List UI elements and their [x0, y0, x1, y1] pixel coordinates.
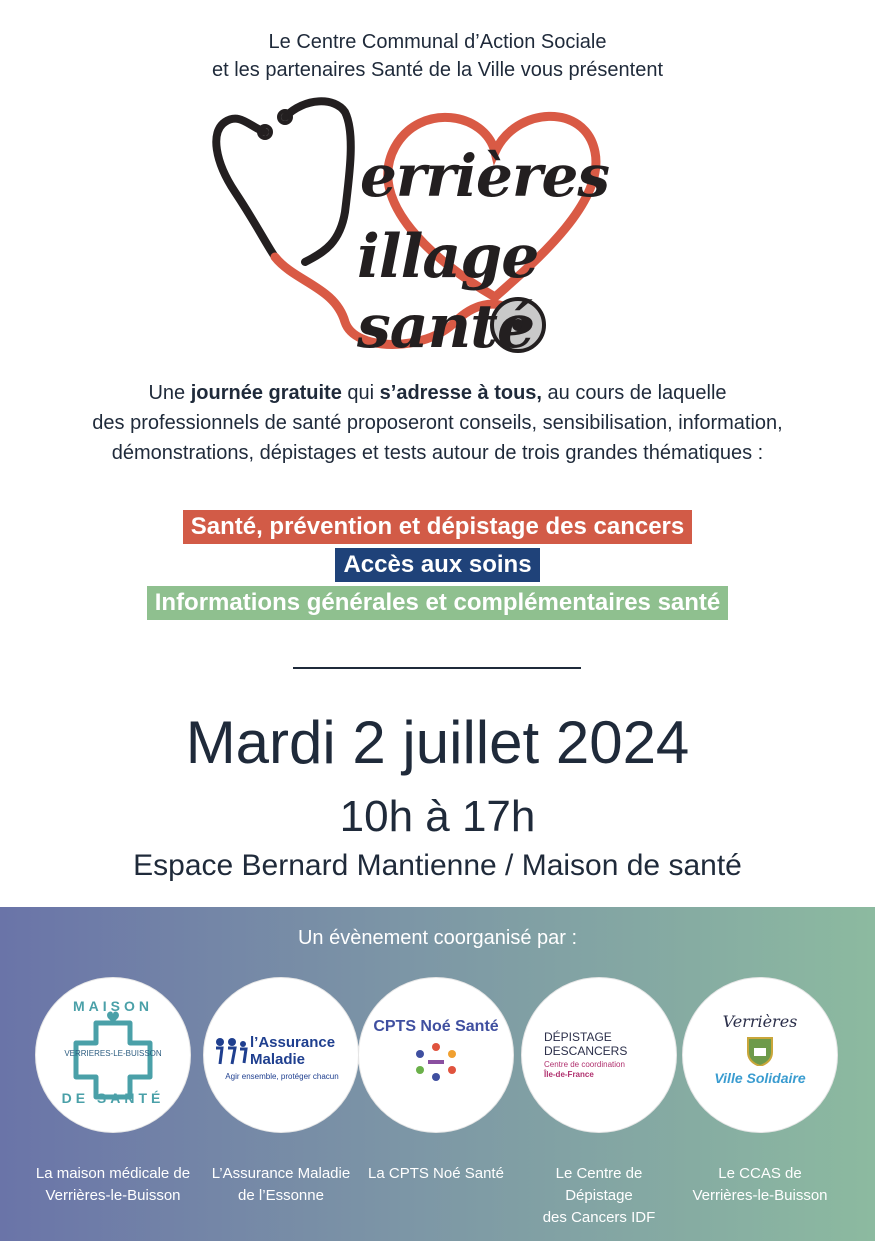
theme-general-information: Informations générales et complémentaires santé	[147, 586, 729, 620]
desc-bold-free: journée gratuite	[190, 382, 342, 404]
maison-logo-top: MAISON	[73, 998, 153, 1014]
assurance-logo-line-2: Maladie	[250, 1051, 306, 1068]
partner-maison-de-sante	[35, 977, 191, 1207]
event-place: Espace Bernard Mantienne / Maison de santé	[133, 849, 742, 882]
description-line-2: des professionnels de santé proposeront conseils, sensibilisation, information,	[92, 412, 783, 434]
partner-cpts-noe-sante	[358, 977, 514, 1185]
partner-caption	[35, 1163, 191, 1207]
theme-cancer-prevention: Santé, prévention et dépistage des cancers	[183, 510, 693, 544]
depistage-logo-line-3: Centre de coordination	[544, 1060, 625, 1069]
desc-text: Une	[148, 382, 191, 404]
partner-ccas-verrieres	[682, 977, 838, 1207]
people-circle-icon	[406, 1042, 466, 1082]
intro-line-2: et les partenaires Santé de la Ville vous présentent	[211, 59, 664, 81]
cpts-noe-sante-logo	[358, 977, 514, 1133]
partners-title: Un évènement coorganisé par :	[297, 927, 578, 949]
logo-word-verrieres: errières	[360, 142, 610, 210]
ville-logo-bottom: Ville Solidaire	[714, 1070, 806, 1086]
caption-line-1: L’Assurance Maladie	[211, 1165, 351, 1182]
coat-of-arms-icon	[746, 1036, 774, 1066]
caption-line-1: La CPTS Noé Santé	[368, 1165, 504, 1182]
depistage-logo-line-1: DÉPISTAGE	[544, 1030, 612, 1044]
cpts-logo-text: CPTS Noé Santé	[373, 1018, 499, 1035]
desc-text: qui	[341, 382, 380, 404]
partner-caption	[358, 1163, 514, 1185]
ville-solidaire-logo	[682, 977, 838, 1133]
caption-line-1: La maison médicale de	[35, 1165, 191, 1182]
depistage-logo-line-2: DESCANCERS	[544, 1044, 628, 1058]
caption-line-2: des Cancers IDF	[542, 1209, 656, 1226]
partner-assurance-maladie	[203, 977, 359, 1207]
event-date: Mardi 2 juillet 2024	[185, 709, 690, 776]
caption-line-1: Le CCAS de	[718, 1165, 802, 1182]
caption-line-2: de l’Essonne	[238, 1187, 324, 1204]
partner-depistage-cancers	[521, 977, 677, 1229]
maison-logo-bottom: DE SANTÉ	[61, 1090, 165, 1106]
assurance-logo-line-1: l’Assurance	[250, 1034, 336, 1051]
partners-footer	[0, 907, 875, 1241]
caption-line-1: Le Centre de Dépistage	[555, 1165, 643, 1204]
depistage-logo-line-4: Île-de-France	[544, 1070, 594, 1079]
maison-logo-mid: VERRIERES-LE-BUISSON	[64, 1049, 162, 1058]
depistage-cancers-logo	[521, 977, 677, 1133]
desc-bold-all: s’adresse à tous,	[379, 382, 542, 404]
verrieres-village-sante-logo	[195, 92, 675, 362]
caption-line-2: Verrières-le-Buisson	[45, 1187, 181, 1204]
assurance-maladie-logo	[203, 977, 359, 1133]
caption-line-2: Verrières-le-Buisson	[692, 1187, 828, 1204]
intro-text	[0, 28, 875, 84]
description-line-1	[40, 378, 835, 408]
partner-caption	[682, 1163, 838, 1207]
maison-de-sante-logo	[35, 977, 191, 1133]
themes-list	[0, 510, 875, 624]
description-line-3: démonstrations, dépistages et tests autour de trois grandes thématiques :	[111, 442, 764, 464]
assurance-logo-tagline: Agir ensemble, protéger chacun	[225, 1072, 339, 1081]
ville-logo-top: Verrières	[722, 1012, 798, 1031]
event-time: 10h à 17h	[339, 792, 536, 841]
people-icon	[210, 1034, 250, 1074]
logo-word-village-sante: illage santé	[357, 222, 539, 362]
partner-caption	[203, 1163, 359, 1207]
theme-access-to-care: Accès aux soins	[335, 548, 539, 582]
event-description	[40, 378, 835, 468]
intro-line-1: Le Centre Communal d’Action Sociale	[268, 31, 607, 53]
partner-caption	[521, 1163, 677, 1229]
divider	[293, 667, 581, 669]
desc-text: au cours de laquelle	[541, 382, 727, 404]
